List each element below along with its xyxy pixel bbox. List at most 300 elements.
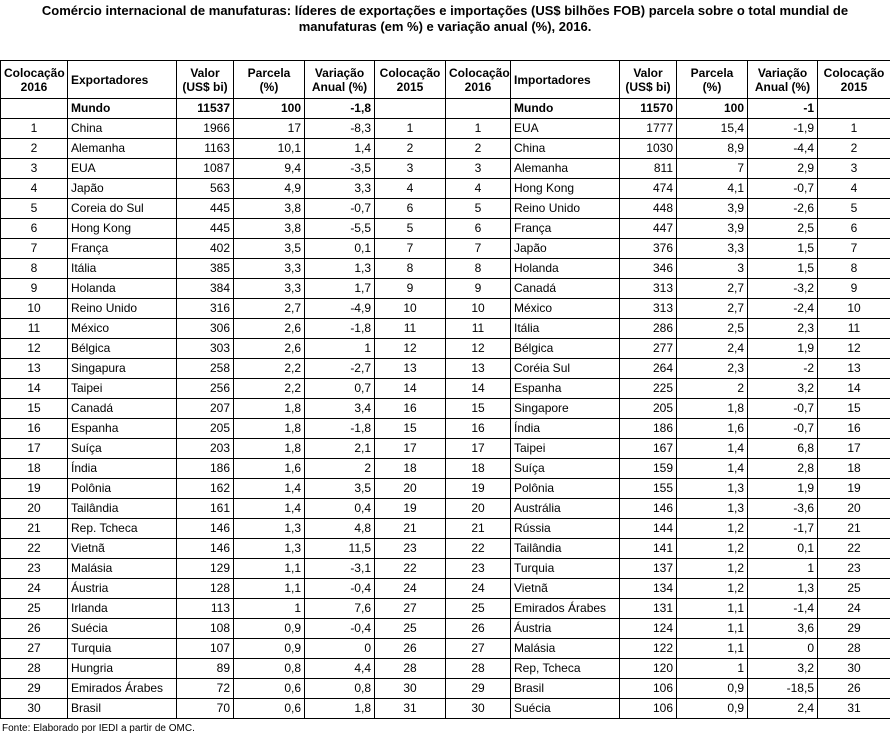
imp-rank-2015-cell: 10 bbox=[818, 299, 890, 319]
exp-rank-2015-cell: 22 bbox=[375, 559, 446, 579]
exp-country-cell: Hungria bbox=[68, 659, 177, 679]
imp-country-cell: EUA bbox=[511, 119, 620, 139]
exp-rank-2015-cell: 7 bbox=[375, 239, 446, 259]
imp-country-cell: Canadá bbox=[511, 279, 620, 299]
table-row bbox=[1, 539, 890, 559]
imp-country-cell: Coréia Sul bbox=[511, 359, 620, 379]
table-row bbox=[1, 379, 890, 399]
exp-rank-2015-cell: 11 bbox=[375, 319, 446, 339]
imp-rank-2015-cell: 7 bbox=[818, 239, 890, 259]
imp-share-cell: 1,2 bbox=[677, 579, 748, 599]
exp-rank-2016-cell: 14 bbox=[1, 379, 68, 399]
imp-annual-change-cell: 3,2 bbox=[748, 659, 818, 679]
exp-rank-2015-cell: 30 bbox=[375, 679, 446, 699]
header-change-exp: Variação Anual (%) bbox=[305, 61, 375, 99]
exp-country-cell: Holanda bbox=[68, 279, 177, 299]
exp-value-cell: 384 bbox=[177, 279, 234, 299]
imp-country-cell: Alemanha bbox=[511, 159, 620, 179]
imp-rank-2015-cell: 21 bbox=[818, 519, 890, 539]
imp-rank-2015-cell bbox=[818, 99, 890, 119]
imp-rank-2016-cell: 1 bbox=[446, 119, 511, 139]
imp-rank-2016-cell: 2 bbox=[446, 139, 511, 159]
exp-rank-2016-cell: 9 bbox=[1, 279, 68, 299]
imp-value-cell: 106 bbox=[620, 679, 677, 699]
exp-annual-change-cell: 1,4 bbox=[305, 139, 375, 159]
table-row bbox=[1, 699, 890, 719]
imp-share-cell: 0,9 bbox=[677, 679, 748, 699]
imp-share-cell: 1,1 bbox=[677, 639, 748, 659]
imp-rank-2015-cell: 16 bbox=[818, 419, 890, 439]
imp-country-cell: Japão bbox=[511, 239, 620, 259]
imp-rank-2015-cell: 5 bbox=[818, 199, 890, 219]
exp-rank-2016-cell bbox=[1, 99, 68, 119]
imp-rank-2015-cell: 25 bbox=[818, 579, 890, 599]
imp-annual-change-cell: -2 bbox=[748, 359, 818, 379]
imp-annual-change-cell: -1,7 bbox=[748, 519, 818, 539]
imp-share-cell: 7 bbox=[677, 159, 748, 179]
exp-annual-change-cell: 2,1 bbox=[305, 439, 375, 459]
exp-annual-change-cell: 1,8 bbox=[305, 699, 375, 719]
exp-value-cell: 108 bbox=[177, 619, 234, 639]
exp-rank-2016-cell: 19 bbox=[1, 479, 68, 499]
exp-country-cell: Coreia do Sul bbox=[68, 199, 177, 219]
exp-share-cell: 1,1 bbox=[234, 579, 305, 599]
imp-value-cell: 474 bbox=[620, 179, 677, 199]
exp-share-cell: 100 bbox=[234, 99, 305, 119]
imp-rank-2016-cell: 6 bbox=[446, 219, 511, 239]
imp-value-cell: 167 bbox=[620, 439, 677, 459]
table-body bbox=[1, 99, 890, 719]
exp-share-cell: 0,6 bbox=[234, 699, 305, 719]
exp-value-cell: 203 bbox=[177, 439, 234, 459]
table-row bbox=[1, 419, 890, 439]
exp-rank-2015-cell: 19 bbox=[375, 499, 446, 519]
exp-country-cell: Rep. Tcheca bbox=[68, 519, 177, 539]
exp-rank-2016-cell: 21 bbox=[1, 519, 68, 539]
exp-country-cell: China bbox=[68, 119, 177, 139]
imp-value-cell: 447 bbox=[620, 219, 677, 239]
imp-share-cell: 0,9 bbox=[677, 699, 748, 719]
imp-share-cell: 1,2 bbox=[677, 559, 748, 579]
exp-country-cell: Índia bbox=[68, 459, 177, 479]
exp-rank-2015-cell: 10 bbox=[375, 299, 446, 319]
exp-country-cell: Mundo bbox=[68, 99, 177, 119]
imp-rank-2016-cell: 24 bbox=[446, 579, 511, 599]
imp-rank-2015-cell: 24 bbox=[818, 599, 890, 619]
imp-rank-2016-cell bbox=[446, 99, 511, 119]
exp-rank-2016-cell: 26 bbox=[1, 619, 68, 639]
exp-rank-2015-cell: 8 bbox=[375, 259, 446, 279]
exp-annual-change-cell: 0,4 bbox=[305, 499, 375, 519]
table-row bbox=[1, 139, 890, 159]
exp-value-cell: 186 bbox=[177, 459, 234, 479]
imp-rank-2016-cell: 20 bbox=[446, 499, 511, 519]
imp-rank-2015-cell: 22 bbox=[818, 539, 890, 559]
imp-value-cell: 205 bbox=[620, 399, 677, 419]
exp-value-cell: 161 bbox=[177, 499, 234, 519]
imp-rank-2016-cell: 4 bbox=[446, 179, 511, 199]
exp-rank-2016-cell: 10 bbox=[1, 299, 68, 319]
imp-value-cell: 1030 bbox=[620, 139, 677, 159]
header-value-exp: Valor (US$ bi) bbox=[177, 61, 234, 99]
exp-rank-2016-cell: 13 bbox=[1, 359, 68, 379]
exp-share-cell: 2,7 bbox=[234, 299, 305, 319]
imp-share-cell: 2 bbox=[677, 379, 748, 399]
exp-country-cell: Polônia bbox=[68, 479, 177, 499]
table-row bbox=[1, 619, 890, 639]
exp-rank-2015-cell: 12 bbox=[375, 339, 446, 359]
exp-annual-change-cell: 0,8 bbox=[305, 679, 375, 699]
exp-annual-change-cell: -2,7 bbox=[305, 359, 375, 379]
imp-rank-2016-cell: 23 bbox=[446, 559, 511, 579]
table-row bbox=[1, 399, 890, 419]
table-title: Comércio internacional de manufaturas: líderes de exportações e importações (US$ bilhões FOB) parcela sobre o total mundial de manufaturas (em %) e variação anual (%), 2016. bbox=[10, 3, 880, 37]
exp-rank-2016-cell: 3 bbox=[1, 159, 68, 179]
imp-rank-2015-cell: 11 bbox=[818, 319, 890, 339]
table-row bbox=[1, 259, 890, 279]
imp-country-cell: Bélgica bbox=[511, 339, 620, 359]
imp-share-cell: 4,1 bbox=[677, 179, 748, 199]
exp-rank-2015-cell: 21 bbox=[375, 519, 446, 539]
exp-rank-2016-cell: 30 bbox=[1, 699, 68, 719]
exp-rank-2015-cell: 14 bbox=[375, 379, 446, 399]
table-row bbox=[1, 279, 890, 299]
exp-annual-change-cell: 1,7 bbox=[305, 279, 375, 299]
table-row bbox=[1, 679, 890, 699]
imp-share-cell: 1,1 bbox=[677, 599, 748, 619]
header-rank2016-exp: Colocação 2016 bbox=[1, 61, 68, 99]
imp-share-cell: 1,3 bbox=[677, 499, 748, 519]
exp-annual-change-cell: -4,9 bbox=[305, 299, 375, 319]
imp-value-cell: 144 bbox=[620, 519, 677, 539]
exp-rank-2015-cell: 3 bbox=[375, 159, 446, 179]
header-rank2015-exp: Colocação 2015 bbox=[375, 61, 446, 99]
exp-share-cell: 2,6 bbox=[234, 339, 305, 359]
imp-value-cell: 225 bbox=[620, 379, 677, 399]
imp-value-cell: 811 bbox=[620, 159, 677, 179]
imp-country-cell: Tailândia bbox=[511, 539, 620, 559]
exp-annual-change-cell: 3,3 bbox=[305, 179, 375, 199]
imp-share-cell: 3,9 bbox=[677, 199, 748, 219]
exp-annual-change-cell: 0,1 bbox=[305, 239, 375, 259]
exp-value-cell: 107 bbox=[177, 639, 234, 659]
exp-rank-2016-cell: 5 bbox=[1, 199, 68, 219]
imp-country-cell: Polônia bbox=[511, 479, 620, 499]
exp-annual-change-cell: -1,8 bbox=[305, 319, 375, 339]
imp-rank-2016-cell: 28 bbox=[446, 659, 511, 679]
imp-value-cell: 376 bbox=[620, 239, 677, 259]
imp-share-cell: 1,6 bbox=[677, 419, 748, 439]
imp-country-cell: Holanda bbox=[511, 259, 620, 279]
imp-share-cell: 1,3 bbox=[677, 479, 748, 499]
imp-annual-change-cell: -4,4 bbox=[748, 139, 818, 159]
exp-value-cell: 445 bbox=[177, 199, 234, 219]
exp-rank-2016-cell: 1 bbox=[1, 119, 68, 139]
imp-rank-2015-cell: 13 bbox=[818, 359, 890, 379]
header-row bbox=[1, 61, 890, 99]
exp-country-cell: Hong Kong bbox=[68, 219, 177, 239]
exp-value-cell: 205 bbox=[177, 419, 234, 439]
imp-country-cell: Austrália bbox=[511, 499, 620, 519]
exp-rank-2016-cell: 6 bbox=[1, 219, 68, 239]
imp-rank-2016-cell: 26 bbox=[446, 619, 511, 639]
exp-country-cell: França bbox=[68, 239, 177, 259]
header-importers: Importadores bbox=[511, 61, 620, 99]
exp-share-cell: 3,3 bbox=[234, 259, 305, 279]
imp-country-cell: Vietnã bbox=[511, 579, 620, 599]
exp-share-cell: 3,5 bbox=[234, 239, 305, 259]
imp-value-cell: 1777 bbox=[620, 119, 677, 139]
exp-rank-2016-cell: 4 bbox=[1, 179, 68, 199]
imp-country-cell: Brasil bbox=[511, 679, 620, 699]
imp-value-cell: 134 bbox=[620, 579, 677, 599]
exp-share-cell: 17 bbox=[234, 119, 305, 139]
imp-rank-2015-cell: 17 bbox=[818, 439, 890, 459]
imp-annual-change-cell: -0,7 bbox=[748, 419, 818, 439]
imp-country-cell: Rússia bbox=[511, 519, 620, 539]
imp-value-cell: 120 bbox=[620, 659, 677, 679]
table-row bbox=[1, 439, 890, 459]
exp-value-cell: 385 bbox=[177, 259, 234, 279]
imp-annual-change-cell: 2,5 bbox=[748, 219, 818, 239]
imp-value-cell: 122 bbox=[620, 639, 677, 659]
exp-share-cell: 2,2 bbox=[234, 379, 305, 399]
imp-annual-change-cell: -2,4 bbox=[748, 299, 818, 319]
header-share-exp: Parcela (%) bbox=[234, 61, 305, 99]
exp-country-cell: Irlanda bbox=[68, 599, 177, 619]
imp-rank-2015-cell: 14 bbox=[818, 379, 890, 399]
imp-rank-2016-cell: 18 bbox=[446, 459, 511, 479]
imp-rank-2016-cell: 5 bbox=[446, 199, 511, 219]
table-row bbox=[1, 239, 890, 259]
imp-rank-2016-cell: 8 bbox=[446, 259, 511, 279]
exp-country-cell: Bélgica bbox=[68, 339, 177, 359]
table-row bbox=[1, 179, 890, 199]
imp-annual-change-cell: -3,2 bbox=[748, 279, 818, 299]
table-row bbox=[1, 459, 890, 479]
imp-share-cell: 100 bbox=[677, 99, 748, 119]
exp-rank-2016-cell: 7 bbox=[1, 239, 68, 259]
imp-value-cell: 159 bbox=[620, 459, 677, 479]
exp-share-cell: 1,4 bbox=[234, 499, 305, 519]
exp-country-cell: Reino Unido bbox=[68, 299, 177, 319]
imp-value-cell: 277 bbox=[620, 339, 677, 359]
header-exporters: Exportadores bbox=[68, 61, 177, 99]
exp-share-cell: 3,3 bbox=[234, 279, 305, 299]
imp-rank-2016-cell: 15 bbox=[446, 399, 511, 419]
exp-rank-2015-cell: 27 bbox=[375, 599, 446, 619]
exp-share-cell: 1 bbox=[234, 599, 305, 619]
exp-share-cell: 1,6 bbox=[234, 459, 305, 479]
exp-share-cell: 9,4 bbox=[234, 159, 305, 179]
imp-value-cell: 137 bbox=[620, 559, 677, 579]
exp-rank-2016-cell: 18 bbox=[1, 459, 68, 479]
table-row bbox=[1, 579, 890, 599]
imp-annual-change-cell: -18,5 bbox=[748, 679, 818, 699]
table-row bbox=[1, 359, 890, 379]
exp-country-cell: EUA bbox=[68, 159, 177, 179]
exp-country-cell: Turquia bbox=[68, 639, 177, 659]
imp-rank-2015-cell: 20 bbox=[818, 499, 890, 519]
imp-annual-change-cell: -2,6 bbox=[748, 199, 818, 219]
table-row bbox=[1, 659, 890, 679]
imp-annual-change-cell: 0 bbox=[748, 639, 818, 659]
imp-value-cell: 131 bbox=[620, 599, 677, 619]
imp-annual-change-cell: 1 bbox=[748, 559, 818, 579]
table-row bbox=[1, 319, 890, 339]
imp-country-cell: México bbox=[511, 299, 620, 319]
imp-value-cell: 11570 bbox=[620, 99, 677, 119]
exp-rank-2015-cell: 6 bbox=[375, 199, 446, 219]
imp-rank-2016-cell: 3 bbox=[446, 159, 511, 179]
exp-rank-2016-cell: 12 bbox=[1, 339, 68, 359]
imp-share-cell: 1,2 bbox=[677, 539, 748, 559]
exp-value-cell: 258 bbox=[177, 359, 234, 379]
exp-rank-2016-cell: 15 bbox=[1, 399, 68, 419]
imp-rank-2016-cell: 16 bbox=[446, 419, 511, 439]
exp-value-cell: 563 bbox=[177, 179, 234, 199]
imp-rank-2015-cell: 15 bbox=[818, 399, 890, 419]
exp-rank-2015-cell: 31 bbox=[375, 699, 446, 719]
exp-annual-change-cell: -1,8 bbox=[305, 99, 375, 119]
exp-country-cell: Áustria bbox=[68, 579, 177, 599]
imp-rank-2015-cell: 3 bbox=[818, 159, 890, 179]
exp-value-cell: 207 bbox=[177, 399, 234, 419]
exp-rank-2016-cell: 11 bbox=[1, 319, 68, 339]
exp-rank-2015-cell: 13 bbox=[375, 359, 446, 379]
exp-value-cell: 11537 bbox=[177, 99, 234, 119]
imp-share-cell: 2,7 bbox=[677, 279, 748, 299]
exp-country-cell: Taipei bbox=[68, 379, 177, 399]
imp-country-cell: Rep, Tcheca bbox=[511, 659, 620, 679]
exp-country-cell: Canadá bbox=[68, 399, 177, 419]
header-rank2016-imp: Colocação 2016 bbox=[446, 61, 511, 99]
exp-value-cell: 306 bbox=[177, 319, 234, 339]
imp-share-cell: 1,4 bbox=[677, 459, 748, 479]
exp-annual-change-cell: -3,5 bbox=[305, 159, 375, 179]
exp-rank-2016-cell: 23 bbox=[1, 559, 68, 579]
imp-annual-change-cell: 1,9 bbox=[748, 479, 818, 499]
imp-value-cell: 186 bbox=[620, 419, 677, 439]
exp-annual-change-cell: -5,5 bbox=[305, 219, 375, 239]
imp-rank-2015-cell: 2 bbox=[818, 139, 890, 159]
imp-value-cell: 106 bbox=[620, 699, 677, 719]
exp-rank-2016-cell: 20 bbox=[1, 499, 68, 519]
imp-rank-2016-cell: 19 bbox=[446, 479, 511, 499]
exp-rank-2016-cell: 25 bbox=[1, 599, 68, 619]
imp-rank-2016-cell: 27 bbox=[446, 639, 511, 659]
exp-annual-change-cell: 3,5 bbox=[305, 479, 375, 499]
exp-country-cell: Espanha bbox=[68, 419, 177, 439]
imp-share-cell: 2,7 bbox=[677, 299, 748, 319]
exp-rank-2015-cell: 25 bbox=[375, 619, 446, 639]
imp-country-cell: Hong Kong bbox=[511, 179, 620, 199]
imp-country-cell: Singapore bbox=[511, 399, 620, 419]
imp-share-cell: 1 bbox=[677, 659, 748, 679]
exp-country-cell: Itália bbox=[68, 259, 177, 279]
imp-annual-change-cell: -1,4 bbox=[748, 599, 818, 619]
imp-share-cell: 15,4 bbox=[677, 119, 748, 139]
imp-share-cell: 3 bbox=[677, 259, 748, 279]
imp-annual-change-cell: 3,2 bbox=[748, 379, 818, 399]
exp-rank-2016-cell: 29 bbox=[1, 679, 68, 699]
exp-annual-change-cell: -0,4 bbox=[305, 579, 375, 599]
exp-value-cell: 316 bbox=[177, 299, 234, 319]
imp-rank-2015-cell: 12 bbox=[818, 339, 890, 359]
exp-value-cell: 89 bbox=[177, 659, 234, 679]
exp-rank-2015-cell: 26 bbox=[375, 639, 446, 659]
imp-rank-2016-cell: 25 bbox=[446, 599, 511, 619]
exp-rank-2016-cell: 24 bbox=[1, 579, 68, 599]
imp-annual-change-cell: 1,3 bbox=[748, 579, 818, 599]
exp-value-cell: 303 bbox=[177, 339, 234, 359]
imp-annual-change-cell: 3,6 bbox=[748, 619, 818, 639]
exp-annual-change-cell: -3,1 bbox=[305, 559, 375, 579]
exp-share-cell: 0,6 bbox=[234, 679, 305, 699]
imp-value-cell: 286 bbox=[620, 319, 677, 339]
exp-country-cell: Alemanha bbox=[68, 139, 177, 159]
exp-value-cell: 146 bbox=[177, 519, 234, 539]
imp-share-cell: 1,4 bbox=[677, 439, 748, 459]
exp-rank-2015-cell: 24 bbox=[375, 579, 446, 599]
exp-share-cell: 1,4 bbox=[234, 479, 305, 499]
exp-country-cell: Brasil bbox=[68, 699, 177, 719]
exp-country-cell: México bbox=[68, 319, 177, 339]
exp-rank-2016-cell: 28 bbox=[1, 659, 68, 679]
exp-annual-change-cell: -0,4 bbox=[305, 619, 375, 639]
exp-value-cell: 72 bbox=[177, 679, 234, 699]
exp-value-cell: 256 bbox=[177, 379, 234, 399]
exp-share-cell: 3,8 bbox=[234, 199, 305, 219]
exp-value-cell: 146 bbox=[177, 539, 234, 559]
exp-rank-2015-cell: 17 bbox=[375, 439, 446, 459]
imp-rank-2016-cell: 22 bbox=[446, 539, 511, 559]
table-row bbox=[1, 599, 890, 619]
imp-country-cell: Itália bbox=[511, 319, 620, 339]
imp-annual-change-cell: 1,5 bbox=[748, 239, 818, 259]
exp-value-cell: 402 bbox=[177, 239, 234, 259]
exp-rank-2016-cell: 8 bbox=[1, 259, 68, 279]
imp-annual-change-cell: 2,3 bbox=[748, 319, 818, 339]
imp-rank-2015-cell: 29 bbox=[818, 619, 890, 639]
imp-annual-change-cell: -0,7 bbox=[748, 399, 818, 419]
exp-value-cell: 113 bbox=[177, 599, 234, 619]
imp-value-cell: 146 bbox=[620, 499, 677, 519]
exp-country-cell: Suíça bbox=[68, 439, 177, 459]
exp-annual-change-cell: 4,4 bbox=[305, 659, 375, 679]
imp-country-cell: Emirados Árabes bbox=[511, 599, 620, 619]
table-row bbox=[1, 519, 890, 539]
imp-annual-change-cell: 2,4 bbox=[748, 699, 818, 719]
imp-share-cell: 2,5 bbox=[677, 319, 748, 339]
imp-annual-change-cell: 1,9 bbox=[748, 339, 818, 359]
imp-country-cell: Mundo bbox=[511, 99, 620, 119]
exp-rank-2015-cell: 18 bbox=[375, 459, 446, 479]
imp-rank-2016-cell: 30 bbox=[446, 699, 511, 719]
imp-rank-2016-cell: 29 bbox=[446, 679, 511, 699]
imp-annual-change-cell: 2,8 bbox=[748, 459, 818, 479]
imp-value-cell: 141 bbox=[620, 539, 677, 559]
exp-rank-2015-cell: 23 bbox=[375, 539, 446, 559]
exp-share-cell: 3,8 bbox=[234, 219, 305, 239]
imp-value-cell: 124 bbox=[620, 619, 677, 639]
imp-value-cell: 264 bbox=[620, 359, 677, 379]
imp-share-cell: 1,2 bbox=[677, 519, 748, 539]
imp-country-cell: Suíça bbox=[511, 459, 620, 479]
imp-annual-change-cell: 0,1 bbox=[748, 539, 818, 559]
imp-rank-2016-cell: 12 bbox=[446, 339, 511, 359]
exp-rank-2015-cell: 4 bbox=[375, 179, 446, 199]
